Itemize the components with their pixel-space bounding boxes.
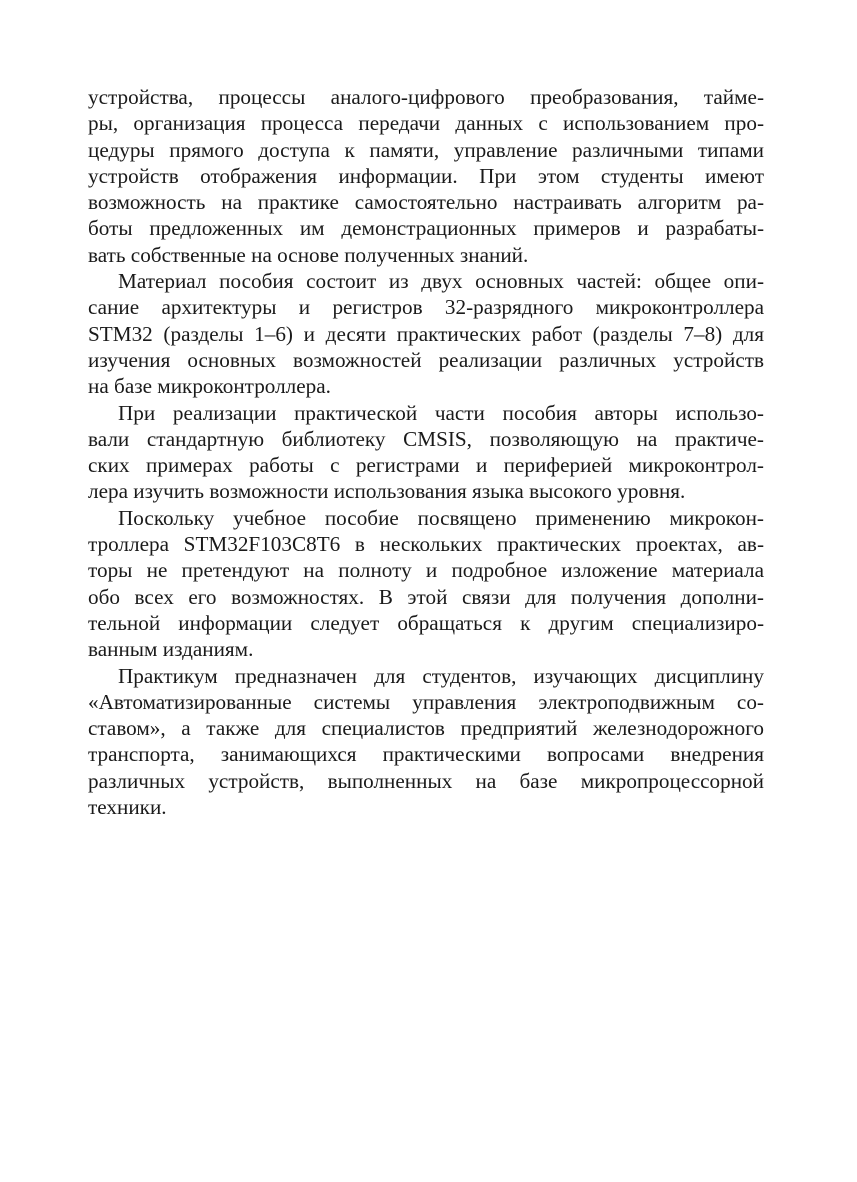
text-line: тельной информации следует обращаться к другим специализиро- [88, 610, 764, 635]
text-line: При реализации практической части пособия авторы использо- [118, 400, 764, 425]
text-line: сание архитектуры и регистров 32-разрядного микроконтроллера [88, 295, 764, 320]
text-line: транспорта, занимающихся практическими вопросами внедрения [88, 742, 764, 767]
text-line: Поскольку учебное пособие посвящено применению микрокон- [118, 505, 764, 530]
text-line: устройств отображения информации. При этом студенты имеют [88, 163, 764, 188]
text-line: техники. [88, 795, 167, 820]
text-line: Материал пособия состоит из двух основных частей: общее опи- [118, 269, 764, 294]
text-line: лера изучить возможности использования языка высокого уровня. [88, 479, 686, 504]
text-line: обо всех его возможностях. В этой связи для получения дополни- [88, 584, 764, 609]
text-line: вать собственные на основе полученных знаний. [88, 242, 529, 267]
paragraph-5 [88, 663, 764, 821]
text-line: ванным изданиям. [88, 637, 254, 662]
text-line: на базе микроконтроллера. [88, 374, 331, 399]
text-line: изучения основных возможностей реализации различных устройств [88, 347, 764, 372]
text-line: торы не претендуют на полноту и подробное изложение материала [88, 558, 764, 583]
text-line: боты предложенных им демонстрационных примеров и разрабаты- [88, 216, 764, 241]
page-body [88, 84, 764, 820]
text-line: вали стандартную библиотеку CMSIS, позволяющую на практиче- [88, 426, 764, 451]
text-line: устройства, процессы аналого-цифрового преобразования, тайме- [88, 85, 764, 109]
text-line: STM32 (разделы 1–6) и десяти практических работ (разделы 7–8) для [88, 321, 764, 346]
paragraph-4 [88, 505, 764, 663]
text-line: Практикум предназначен для студентов, изучающих дисциплину [118, 663, 764, 688]
text-line: «Автоматизированные системы управления электроподвижным со- [88, 689, 764, 714]
text-line: ставом», а также для специалистов предприятий железнодорожного [88, 716, 764, 741]
text-line: ских примерах работы с регистрами и периферией микроконтрол- [88, 453, 764, 478]
paragraph-3 [88, 400, 764, 505]
paragraph-2 [88, 268, 764, 399]
text-line: ры, организация процесса передачи данных с использованием про- [88, 111, 764, 136]
paragraph-1 [88, 84, 764, 268]
text-line: троллера STM32F103C8T6 в нескольких практических проектах, ав- [88, 532, 764, 557]
text-line: различных устройств, выполненных на базе микропроцессорной [88, 768, 764, 793]
text-line: возможность на практике самостоятельно настраивать алгоритм ра- [88, 190, 764, 215]
text-line: цедуры прямого доступа к памяти, управление различными типами [88, 137, 764, 162]
